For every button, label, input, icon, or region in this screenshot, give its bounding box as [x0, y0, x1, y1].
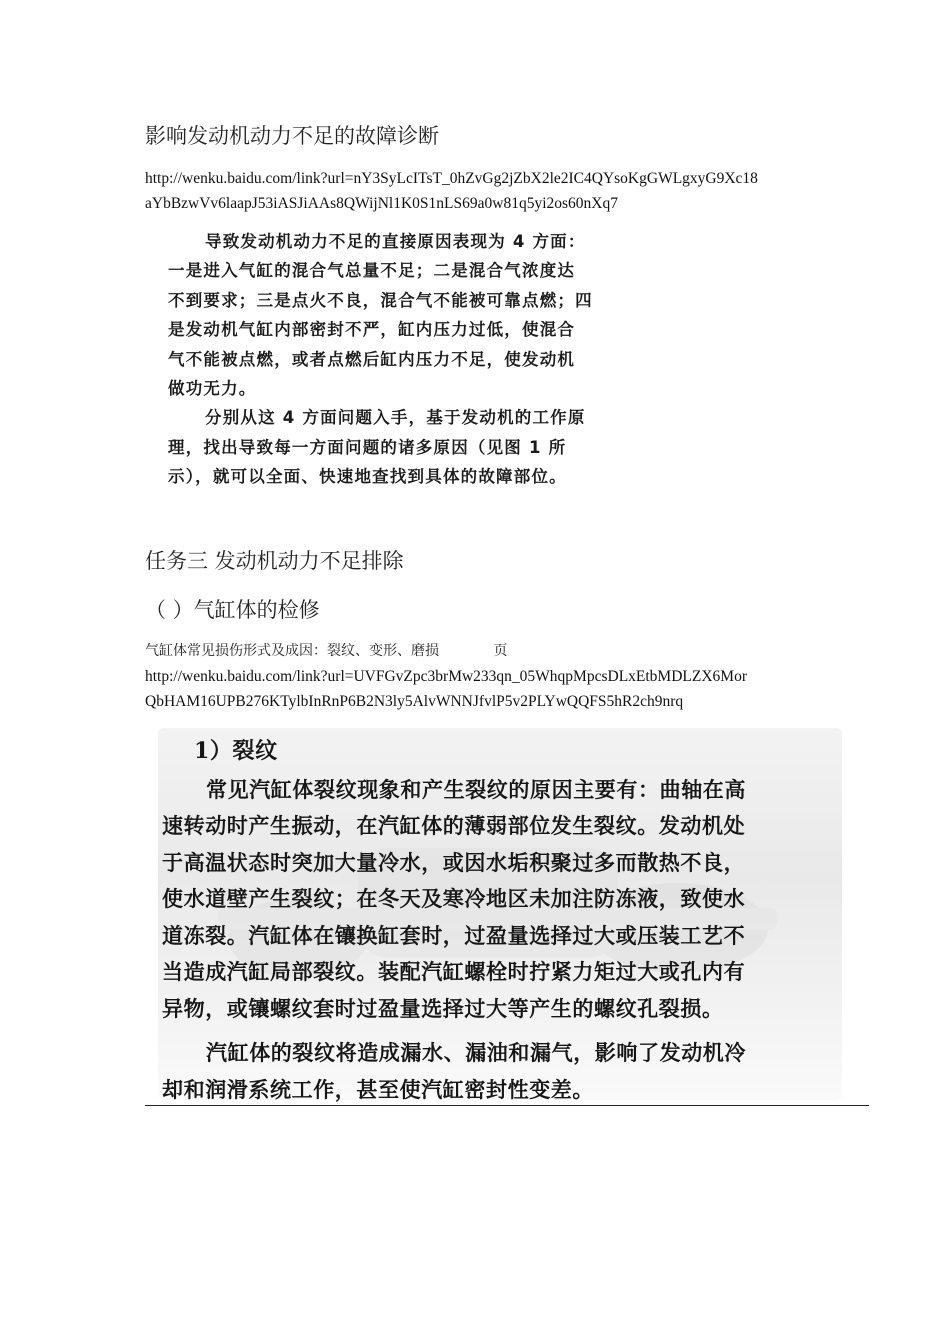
scan1-line: 导致发动机动力不足的直接原因表现为 4 方面： [205, 232, 586, 251]
scan1-line: 气不能被点燃，或者点燃后缸内压力不足，使发动机 [168, 349, 576, 369]
scan2-line: 异物，或镶螺纹套时过盈量选择过大等产生的螺纹孔裂损。 [162, 995, 724, 1021]
source-url-2-line1[interactable]: http://wenku.baidu.com/link?url=UVFGvZpc3brMw233qn_05WhqpMpcsDLxEtbMDLZX6Mor [145, 668, 747, 685]
heading-task-three: 任务三 发动机动力不足排除 [145, 549, 404, 573]
scan1-line: 不到要求；三是点火不良，混合气不能被可靠点燃；四 [168, 290, 593, 310]
source-url-1-line1[interactable]: http://wenku.baidu.com/link?url=nY3SyLcITsT_0hZvGg2jZbX2le2IC4QYsoKgGWLgxyG9Xc18 [145, 170, 758, 187]
scan2-line: 于高温状态时突加大量冷水，或因水垢积聚过多而散热不良， [162, 849, 746, 875]
source-url-1-line2[interactable]: aYbBzwVv6laapJ53iASJiAAs8QWijNl1K0S1nLS69a0w81q5yi2os60nXq7 [145, 195, 618, 212]
scan1-line: 理，找出导致每一方面问题的诸多原因（见图 1 所 [168, 437, 567, 457]
scan2-line: 汽缸体的裂纹将造成漏水、漏油和漏气，影响了发动机冷 [206, 1040, 746, 1065]
scan2-title: 1）裂纹 [194, 738, 278, 764]
scan2-line: 速转动时产生振动，在汽缸体的薄弱部位发生裂纹。发动机处 [162, 813, 746, 838]
heading-cylinder-block-repair: （ ）气缸体的检修 [145, 598, 320, 622]
scan2-line: 常见汽缸体裂纹现象和产生裂纹的原因主要有：曲轴在高 [206, 776, 746, 802]
scan1-line: 分别从这 4 方面问题入手，基于发动机的工作原 [205, 408, 586, 428]
page-label: 页 [493, 643, 508, 659]
heading-fault-diagnosis: 影响发动机动力不足的故障诊断 [145, 124, 439, 148]
damage-forms-note [145, 640, 507, 660]
damage-forms-text: 气缸体常见损伤形式及成因：裂纹、变形、磨损 [145, 643, 439, 659]
source-url-2-line2[interactable]: QbHAM16UPB276KTylbInRnP6B2N3ly5AlvWNNJfvlP5v2PLYwQQFS5hR2ch9nrq [145, 693, 684, 710]
scan1-line: 示），就可以全面、快速地查找到具体的故障部位。 [168, 467, 567, 487]
scan2-line: 使水道壁产生裂纹；在冬天及寒冷地区未加注防冻液，致使水 [162, 886, 746, 911]
scan2-line: 当造成汽缸局部裂纹。装配汽缸螺栓时拧紧力矩过大或孔内有 [162, 959, 746, 984]
source-url-2[interactable] [145, 664, 747, 714]
source-url-1[interactable] [145, 166, 758, 216]
scan2-line: 却和润滑系统工作，甚至使汽缸密封性变差。 [162, 1076, 594, 1102]
scan1-line: 一是进入气缸的混合气总量不足；二是混合气浓度达 [168, 261, 576, 281]
scan1-line: 是发动机气缸内部密封不严，缸内压力过低，使混合 [168, 320, 576, 340]
footer-divider [145, 1105, 869, 1106]
scanned-excerpt-cracks [162, 733, 746, 1108]
scanned-excerpt-causes [168, 227, 593, 492]
scan1-line: 做功无力。 [168, 379, 257, 399]
scan2-line: 道冻裂。汽缸体在镶换缸套时，过盈量选择过大或压装工艺不 [162, 922, 746, 948]
